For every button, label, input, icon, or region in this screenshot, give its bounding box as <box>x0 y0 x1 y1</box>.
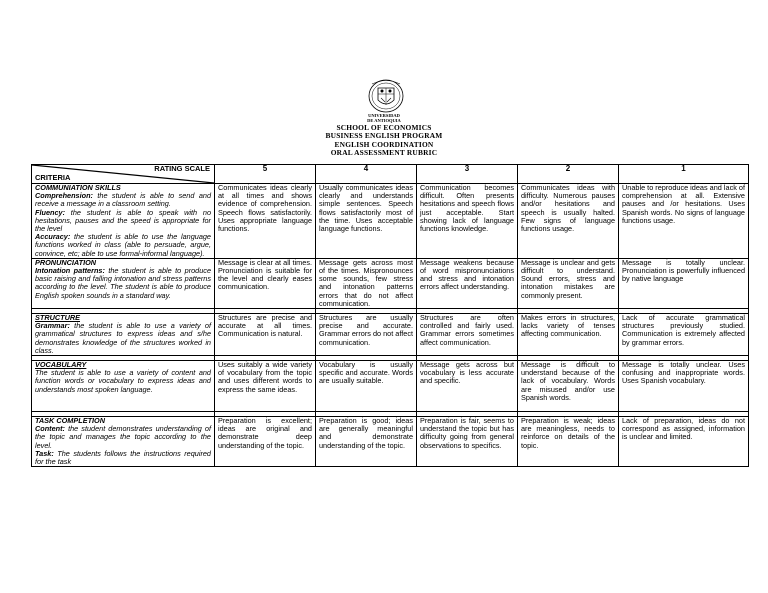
descriptor-cell: Message is totally unclear. Pronunciation is powerfully influenced by native language <box>619 258 749 308</box>
descriptor-cell: Preparation is weak; ideas are meaningless, needs to reinforce on details of the topic. <box>518 417 619 467</box>
descriptor-cell: Lack of preparation, ideas do not correspond as assigned, information is unclear and limited. <box>619 417 749 467</box>
criteria-title: TASK COMPLETION <box>35 416 105 426</box>
rating-scale-label: RATING SCALE <box>154 164 210 173</box>
table-row <box>32 361 749 412</box>
descriptor-cell: Message is totally unclear. Uses confusing and inappropriate words. Uses Spanish vocabulary. <box>619 361 749 412</box>
descriptor-cell: Structures are often controlled and fairly used. Grammar errors sometimes affect communication. <box>417 314 518 356</box>
descriptor-cell: Message gets across but vocabulary is less accurate and specific. <box>417 361 518 412</box>
rating-criteria-header-cell <box>32 165 215 184</box>
criteria-part-label: Grammar: <box>35 321 70 331</box>
criteria-part-label: Content: <box>35 424 65 434</box>
criteria-part-label: Comprehension: <box>35 191 93 201</box>
score-header-4: 4 <box>316 165 417 184</box>
criteria-cell-task-completion <box>32 417 215 467</box>
descriptor-cell: Message weakens because of word mispronunciations and stress and intonation errors affect understanding. <box>417 258 518 308</box>
table-row <box>32 314 749 356</box>
descriptor-cell: Preparation is good; ideas are generally meaningful and demonstrate understanding of the topic. <box>316 417 417 467</box>
descriptor-cell: Message gets across most of the times. Mispronounces some sounds, few stress and intonation patterns errors that do not affect communication. <box>316 258 417 308</box>
program-title: BUSINESS ENGLISH PROGRAM <box>325 131 443 141</box>
criteria-title: STRUCTURE <box>35 313 80 323</box>
table-header-row <box>32 165 749 184</box>
descriptor-cell: Usually communicates ideas clearly and understands simple sentences. Speech flows satisfactorily most of the time. Uses acceptable language functions. <box>316 184 417 259</box>
seal-line-1: UNIVERSIDAD <box>368 113 400 118</box>
criteria-part-label: Accuracy: <box>35 232 71 242</box>
criteria-part-label: Intonation patterns: <box>35 266 105 276</box>
criteria-part-text: the student is able to use the language functions worked in class (able to persuade, argue, convince, etc; able to use formal-informal language). <box>35 232 211 258</box>
table-row <box>32 417 749 467</box>
descriptor-cell: Preparation is excellent; ideas are original and demonstrate deep understanding of the topic. <box>215 417 316 467</box>
score-header-1: 1 <box>619 165 749 184</box>
descriptor-cell: Preparation is fair, seems to understand the topic but has difficulty going from general observations to specifics. <box>417 417 518 467</box>
criteria-part-text: the student demonstrates understanding of the topic and manages the topic according to the level. <box>35 424 211 450</box>
criteria-part-text: the student is able to produce basic raising and falling intonation and stress patterns according to the level. The student is able to produce English spoken sounds in a standard way. <box>35 266 211 300</box>
document-header <box>234 124 534 158</box>
descriptor-cell: Vocabulary is usually specific and accurate. Words are usually suitable. <box>316 361 417 412</box>
coordination-title: ENGLISH COORDINATION <box>334 139 434 149</box>
criteria-part-text: the student is able to send and receive a message in a classroom setting. <box>35 191 211 209</box>
descriptor-cell: Structures are precise and accurate at all times. Communication is natural. <box>215 314 316 356</box>
descriptor-cell: Uses suitably a wide variety of vocabulary from the topic and uses different words to express the same ideas. <box>215 361 316 412</box>
rubric-table <box>31 164 749 467</box>
descriptor-cell: Message is difficult to understand because of the lack of vocabulary. Words are misused and/or use Spanish words. <box>518 361 619 412</box>
descriptor-cell: Communicates ideas clearly at all times and shows evidence of comprehension. Speech flows satisfactorily. Uses appropriate language functions. <box>215 184 316 259</box>
descriptor-cell: Communicates ideas with difficulty. Numerous pauses and/or hesitations and speech is usually halted. Few signs of language functions usage. <box>518 184 619 259</box>
criteria-cell-communication <box>32 184 215 259</box>
descriptor-cell: Message is unclear and gets difficult to understand. Sound errors, stress and intonation mistakes are commonly present. <box>518 258 619 308</box>
criteria-cell-pronunciation <box>32 258 215 308</box>
criteria-part-text: the student is able to speak with no hesitations, pauses and the speed is appropriate for the level <box>35 207 211 234</box>
criteria-title: COMMUNIATION SKILLS <box>35 183 121 192</box>
criteria-label: CRITERIA <box>35 173 71 182</box>
rubric-title: ORAL ASSESSMENT RUBRIC <box>330 148 438 158</box>
table-row <box>32 258 749 308</box>
score-header-2: 2 <box>518 165 619 184</box>
descriptor-cell: Communication becomes difficult. Often presents hesitations and speech flows just acceptable. Start showing lack of language functions knowledge. <box>417 184 518 259</box>
criteria-part-label: Fluency: <box>35 207 66 217</box>
score-header-3: 3 <box>417 165 518 184</box>
table-row <box>32 184 749 259</box>
criteria-part-text: the student is able to use a variety of grammatical structures to express ideas and s/he demonstrates knowledge of the structures worked in class. <box>35 321 211 355</box>
criteria-part-label: Task: <box>35 448 54 458</box>
descriptor-cell: Lack of accurate grammatical structures previously studied. Communication is extremely affected by grammar errors. <box>619 314 749 356</box>
seal-line-2: DE ANTIOQUIA <box>367 118 401 123</box>
descriptor-cell: Message is clear at all times. Pronunciation is suitable for the level and clearly eases communication. <box>215 258 316 308</box>
score-header-5: 5 <box>215 165 316 184</box>
criteria-cell-vocabulary <box>32 361 215 412</box>
criteria-title: VOCABULARY <box>35 360 87 370</box>
criteria-part-text: The student is able to use a variety of content and function words or vocabulary to express ideas and understands most spoken language. <box>35 368 211 394</box>
school-title: SCHOOL OF ECONOMICS <box>336 123 432 132</box>
descriptor-cell: Structures are usually precise and accurate. Grammar errors do not affect communication. <box>316 314 417 356</box>
criteria-cell-structure <box>32 314 215 356</box>
seal-caption <box>334 113 434 123</box>
criteria-title: PRONUNCIATION <box>35 257 97 267</box>
descriptor-cell: Makes errors in structures, lacks variety of tenses affecting communication. <box>518 314 619 356</box>
descriptor-cell: Unable to reproduce ideas and lack of comprehension at all. Extensive pauses and /or hesitations. Uses Spanish words. No signs of language functions usage. <box>619 184 749 259</box>
criteria-part-text: The students follows the instructions required for the task <box>35 448 211 467</box>
